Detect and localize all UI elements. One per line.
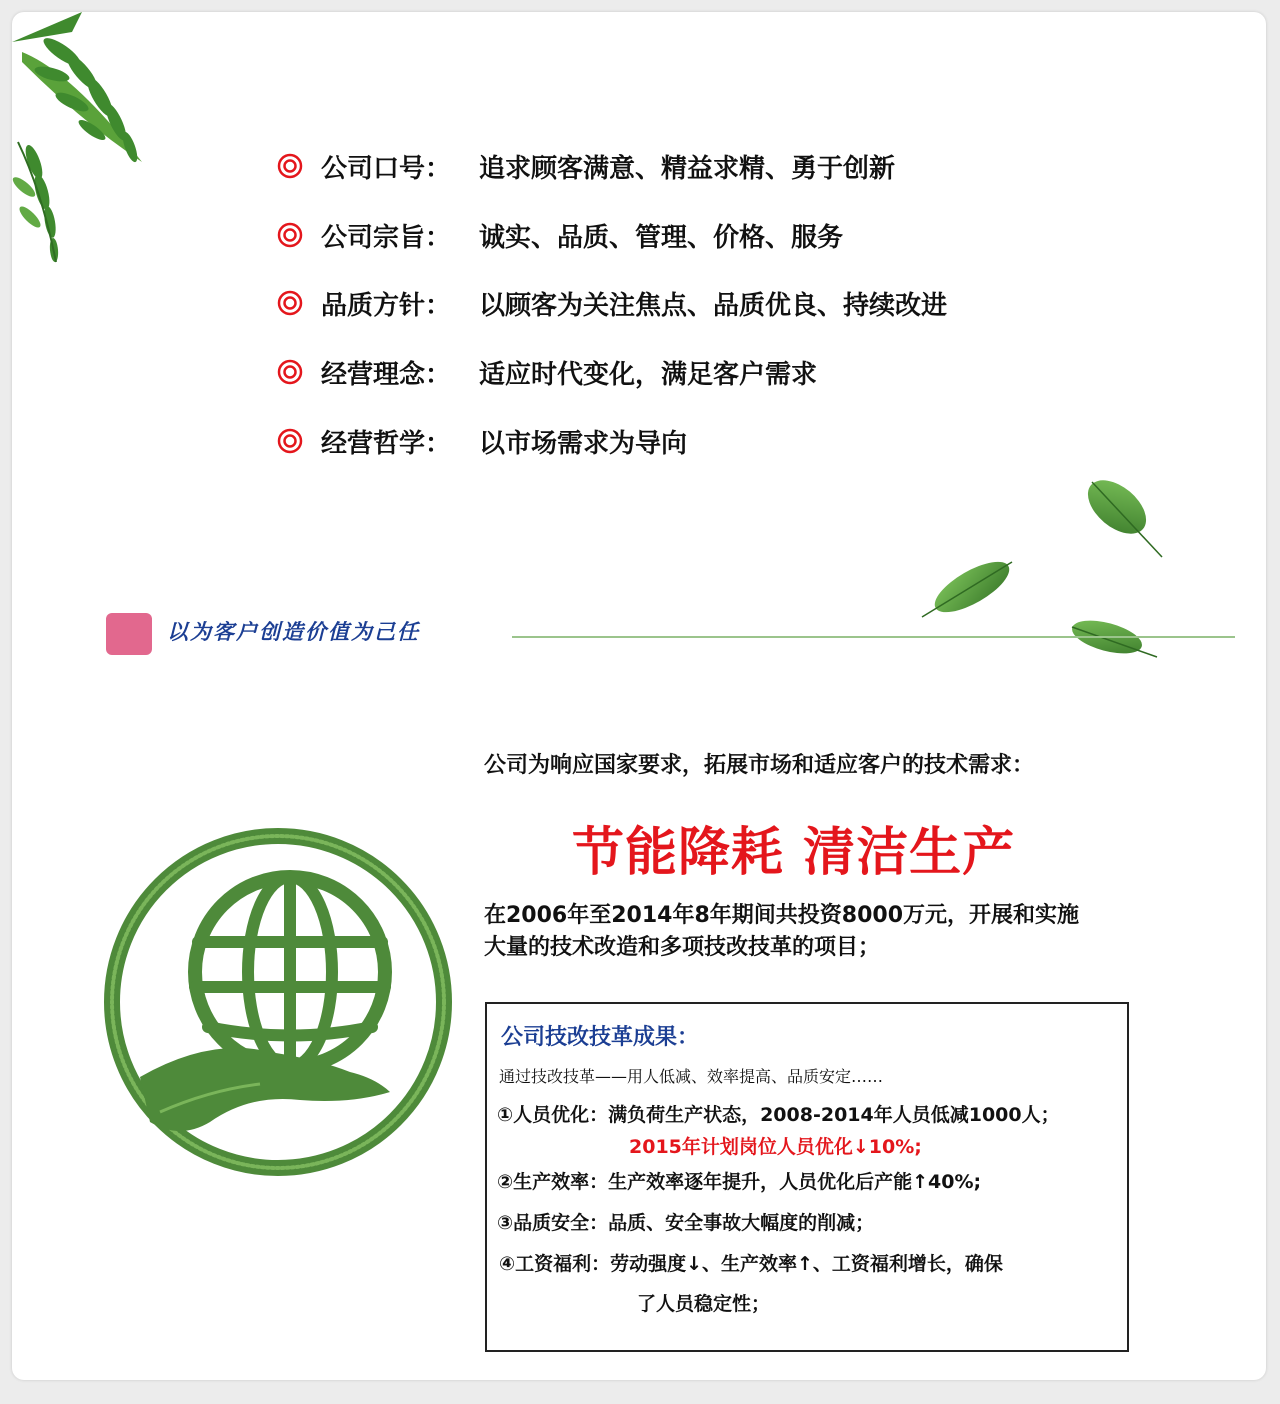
slogan-heading: 节能降耗 清洁生产 — [572, 823, 1016, 883]
results-item: ②生产效率：生产效率逐年提升，人员优化后产能↑40%; — [497, 1171, 982, 1193]
double-circle-bullet-icon — [277, 153, 303, 179]
fern-leaves-decoration — [12, 12, 172, 272]
investment-line: 在2006年至2014年8年期间共投资8000万元，开展和实施 — [484, 903, 1080, 928]
motto-row-slogan — [277, 146, 895, 186]
section-title: 以为客户创造价值为己任 — [167, 620, 420, 644]
double-circle-bullet-icon — [277, 222, 303, 248]
results-item: ③品质安全：品质、安全事故大幅度的削减； — [497, 1212, 875, 1234]
double-circle-bullet-icon — [277, 428, 303, 454]
green-globe-hand-icon — [100, 822, 460, 1182]
intro-text: 公司为响应国家要求，拓展市场和适应客户的技术需求： — [484, 753, 1035, 778]
double-circle-bullet-icon — [277, 290, 303, 316]
results-item: ①人员优化：满负荷生产状态，2008-2014年人员低减1000人； — [497, 1104, 1060, 1126]
results-item: ④工资福利：劳动强度↓、生产效率↑、工资福利增长，确保 — [499, 1253, 1003, 1275]
investment-text — [484, 900, 1134, 964]
results-box — [485, 1002, 1129, 1352]
motto-row-quality-policy — [277, 283, 947, 323]
motto-label: 公司口号： — [321, 153, 452, 184]
results-item-continued: 了人员稳定性； — [637, 1293, 771, 1315]
motto-value: 追求顾客满意、精益求精、勇于创新 — [479, 153, 896, 184]
investment-line: 大量的技术改造和多项技改技革的项目； — [484, 935, 881, 960]
motto-value: 以顾客为关注焦点、品质优良、持续改进 — [479, 290, 948, 321]
double-circle-bullet-icon — [277, 359, 303, 385]
motto-label: 品质方针： — [321, 290, 452, 321]
motto-value: 诚实、品质、管理、价格、服务 — [479, 222, 844, 253]
motto-row-business-concept — [277, 352, 817, 392]
motto-value: 适应时代变化，满足客户需求 — [479, 359, 818, 390]
motto-value: 以市场需求为导向 — [479, 428, 688, 459]
motto-label: 经营理念： — [321, 359, 452, 390]
results-subtitle: 通过技改技革——用人低减、效率提高、品质安定…… — [499, 1067, 884, 1086]
section-marker — [106, 613, 152, 655]
motto-label: 公司宗旨： — [321, 222, 452, 253]
motto-row-purpose — [277, 215, 843, 255]
motto-label: 经营哲学： — [321, 428, 452, 459]
results-item-note: 2015年计划岗位人员优化↓10%; — [629, 1136, 922, 1158]
motto-row-business-philosophy — [277, 421, 687, 461]
section-divider — [512, 636, 1235, 638]
page-card — [12, 12, 1266, 1380]
results-title: 公司技改技革成果： — [501, 1025, 700, 1050]
